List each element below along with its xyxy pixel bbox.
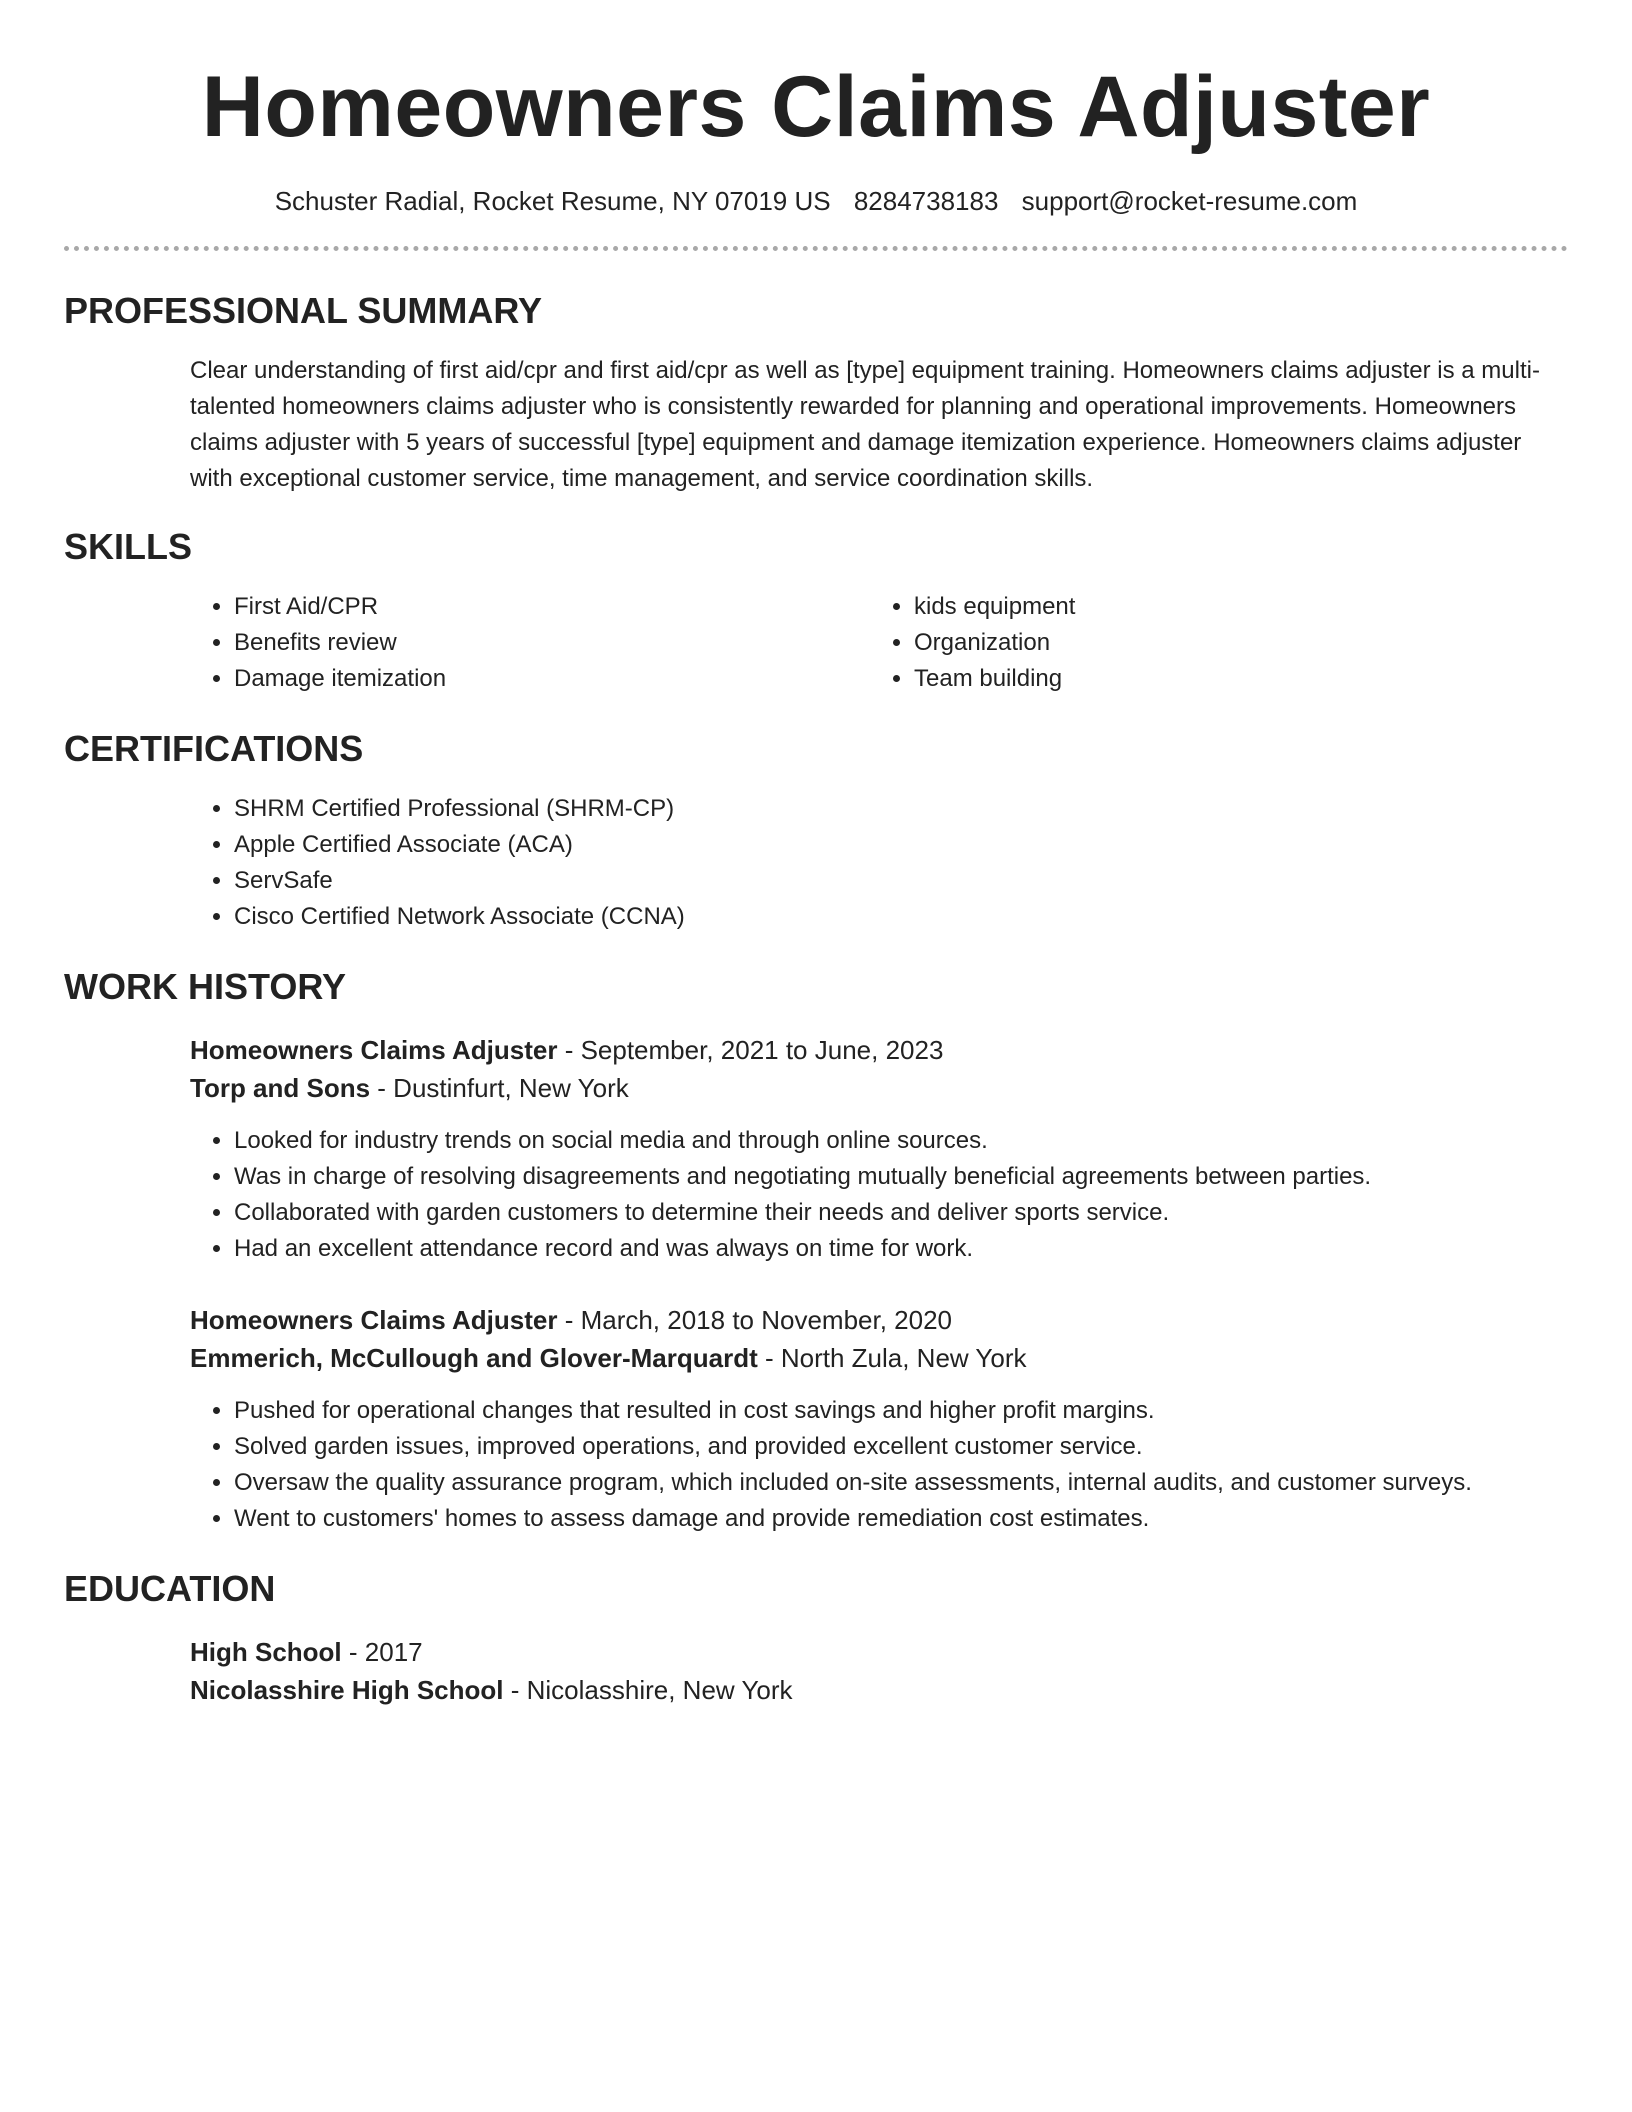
education-year: - 2017 xyxy=(341,1637,423,1667)
job-entry xyxy=(190,1301,1568,1537)
header-divider xyxy=(64,246,1568,251)
education-degree-line xyxy=(190,1633,1568,1671)
contact-line xyxy=(64,184,1568,218)
job-bullet: • Had an excellent attendance record and was always on time for work. xyxy=(234,1231,1568,1267)
contact-phone: 8284738183 xyxy=(853,186,999,216)
skill-item: • Damage itemization xyxy=(234,661,870,697)
job-bullet: • Collaborated with garden customers to determine their needs and deliver sports service. xyxy=(234,1195,1568,1231)
job-bullet: • Oversaw the quality assurance program, which included on-site assessments, internal audits, and customer surveys. xyxy=(234,1465,1568,1501)
skill-item: • Organization xyxy=(914,625,1550,661)
job-bullet: • Was in charge of resolving disagreements and negotiating mutually beneficial agreements between parties. xyxy=(234,1159,1568,1195)
education-school-line xyxy=(190,1671,1568,1709)
resume-name: Homeowners Claims Adjuster xyxy=(201,59,1431,155)
skills-title: SKILLS xyxy=(64,526,193,567)
job-title-line xyxy=(190,1301,1568,1339)
job-company: Torp and Sons xyxy=(190,1073,371,1103)
certification-item: • Apple Certified Associate (ACA) xyxy=(234,827,1568,863)
skills-section xyxy=(64,525,1568,697)
certifications-list xyxy=(190,791,1568,935)
job-company: Emmerich, McCullough and Glover-Marquardt xyxy=(190,1343,758,1373)
job-entry xyxy=(190,1031,1568,1267)
education-school: Nicolasshire High School xyxy=(190,1675,504,1705)
certification-item: • ServSafe xyxy=(234,863,1568,899)
job-title-line xyxy=(190,1031,1568,1069)
job-location: - Dustinfurt, New York xyxy=(370,1073,629,1103)
skills-list-left xyxy=(190,589,870,697)
job-role: Homeowners Claims Adjuster xyxy=(190,1305,558,1335)
job-bullet: • Solved garden issues, improved operations, and provided excellent customer service. xyxy=(234,1429,1568,1465)
job-bullets xyxy=(190,1123,1568,1267)
work-history-title: WORK HISTORY xyxy=(64,966,347,1007)
summary-title: PROFESSIONAL SUMMARY xyxy=(64,290,543,331)
skill-item: • First Aid/CPR xyxy=(234,589,870,625)
education-degree: High School xyxy=(190,1637,342,1667)
contact-email: support@rocket-resume.com xyxy=(1021,186,1358,216)
certification-item: • Cisco Certified Network Associate (CCNA) xyxy=(234,899,1568,935)
job-location: - North Zula, New York xyxy=(757,1343,1027,1373)
certification-item: • SHRM Certified Professional (SHRM-CP) xyxy=(234,791,1568,827)
job-dates: - September, 2021 to June, 2023 xyxy=(557,1035,944,1065)
job-bullet: • Looked for industry trends on social media and through online sources. xyxy=(234,1123,1568,1159)
job-role: Homeowners Claims Adjuster xyxy=(190,1035,558,1065)
job-bullet: • Went to customers' homes to assess damage and provide remediation cost estimates. xyxy=(234,1501,1568,1537)
job-company-line xyxy=(190,1069,1568,1107)
summary-text: Clear understanding of first aid/cpr and first aid/cpr as well as [type] equipment training. Homeowners claims adjuster is a multi-talented homeowners claims adjuster who is consistently rewarded for planning and operational improvements. Homeowners claims adjuster with 5 years of successful [type] equipment and damage itemization experience. Homeowners claims adjuster with exceptional customer service, time management, and service coordination skills. xyxy=(190,357,1540,492)
skills-list-right xyxy=(870,589,1550,697)
skill-item: • Team building xyxy=(914,661,1550,697)
job-dates: - March, 2018 to November, 2020 xyxy=(557,1305,953,1335)
job-company-line xyxy=(190,1339,1568,1377)
skill-item: • Benefits review xyxy=(234,625,870,661)
summary-section xyxy=(64,289,1568,497)
work-history-section xyxy=(64,965,1568,1537)
education-title: EDUCATION xyxy=(64,1568,276,1609)
contact-address: Schuster Radial, Rocket Resume, NY 07019 US xyxy=(274,186,831,216)
job-bullets xyxy=(190,1393,1568,1537)
education-section xyxy=(64,1567,1568,1709)
education-location: - Nicolasshire, New York xyxy=(503,1675,793,1705)
certifications-section xyxy=(64,727,1568,935)
certifications-title: CERTIFICATIONS xyxy=(64,728,364,769)
skill-item: • kids equipment xyxy=(914,589,1550,625)
job-bullet: • Pushed for operational changes that resulted in cost savings and higher profit margins. xyxy=(234,1393,1568,1429)
